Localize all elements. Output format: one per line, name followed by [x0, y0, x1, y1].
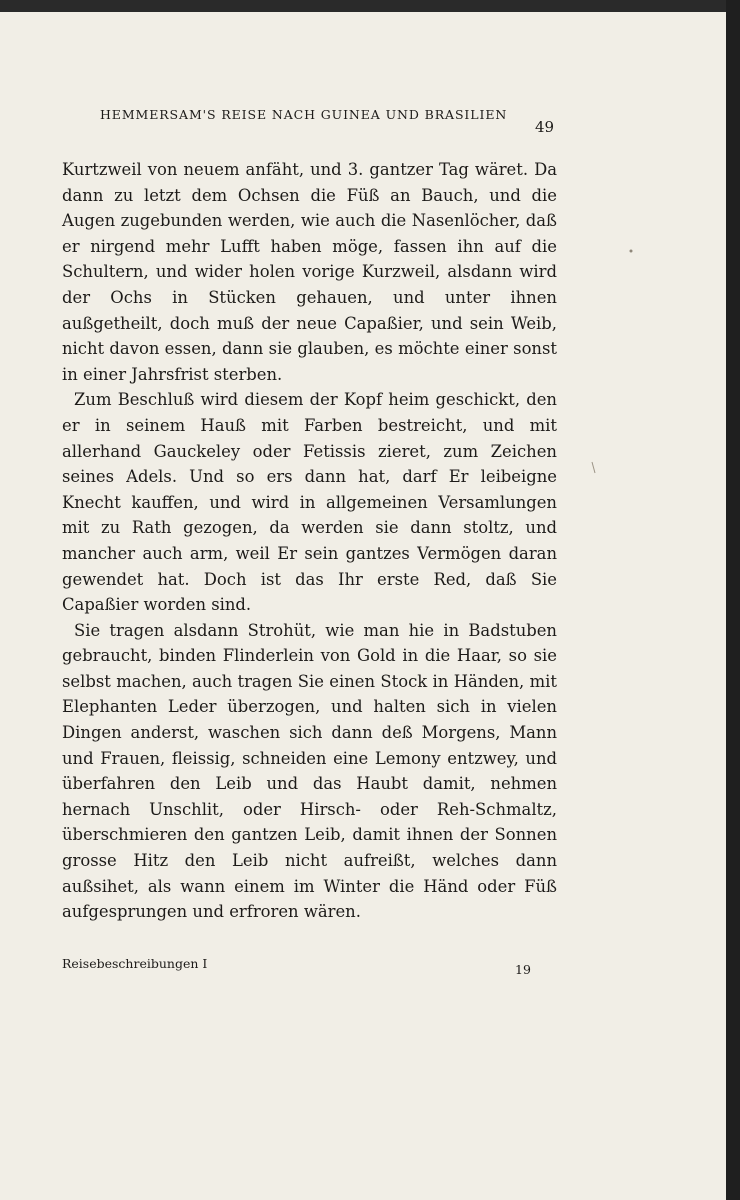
body-text — [62, 157, 557, 925]
paragraph: Zum Beschluß wird diesem der Kopf heim geschickt, den er in seinem Hauß mit Farben bestreicht, und mit allerhand Gauckeley oder Fetissis zieret, zum Zeichen seines Adels. Und so ers dann hat, darf Er leibeigne Knecht kauffen, und wird in allgemeinen Versamlungen mit zu Rath gezogen, da werden sie dann stoltz, und mancher auch arm, weil Er sein gantzes Vermögen daran gewendet hat. Doch ist das Ihr erste Red, daß Sie Capaßier worden sind. — [62, 390, 557, 615]
paper-speck — [628, 248, 634, 254]
sheet-number: 19 — [515, 962, 531, 977]
signature-mark: Reisebeschreibungen I — [62, 956, 208, 971]
paper-speck — [590, 460, 598, 476]
scan-border — [726, 0, 740, 1200]
paragraph: Kurtzweil von neuem anfäht, und 3. gantzer Tag wäret. Da dann zu letzt dem Ochsen die Füß an Bauch, und die Augen zugebunden werden, wie auch die Nasenlöcher, daß er nirgend mehr Lufft haben möge, fassen ihn auf die Schultern, und wider holen vorige Kurzweil, alsdann wird der Ochs in Stücken gehauen, und unter ihnen außgetheilt, doch muß der neue Capaßier, und sein Weib, nicht davon essen, dann sie glauben, es möchte einer sonst in einer Jahrsfrist sterben. — [62, 160, 557, 384]
book-page — [0, 12, 726, 1200]
paragraph: Sie tragen alsdann Strohüt, wie man hie in Badstuben gebraucht, binden Flinderlein von Gold in die Haar, so sie selbst machen, auch tragen Sie einen Stock in Händen, mit Elephanten Leder überzogen, und halten sich in vielen Dingen anderst, waschen sich dann deß Morgens, Mann und Frauen, fleissig, schneiden eine Lemony entzwey, und überfahren den Leib und das Haubt damit, nehmen hernach Unschlit, oder Hirsch- oder Reh-Schmaltz, überschmieren den gantzen Leib, damit ihnen der Sonnen grosse Hitz den Leib nicht aufreißt, welches dann außsihet, als wann einem im Winter die Händ oder Füß aufgesprungen und erfroren wären. — [62, 620, 557, 922]
running-head: HEMMERSAM'S REISE NACH GUINEA UND BRASILIEN — [100, 107, 508, 122]
page-number: 49 — [535, 118, 555, 136]
